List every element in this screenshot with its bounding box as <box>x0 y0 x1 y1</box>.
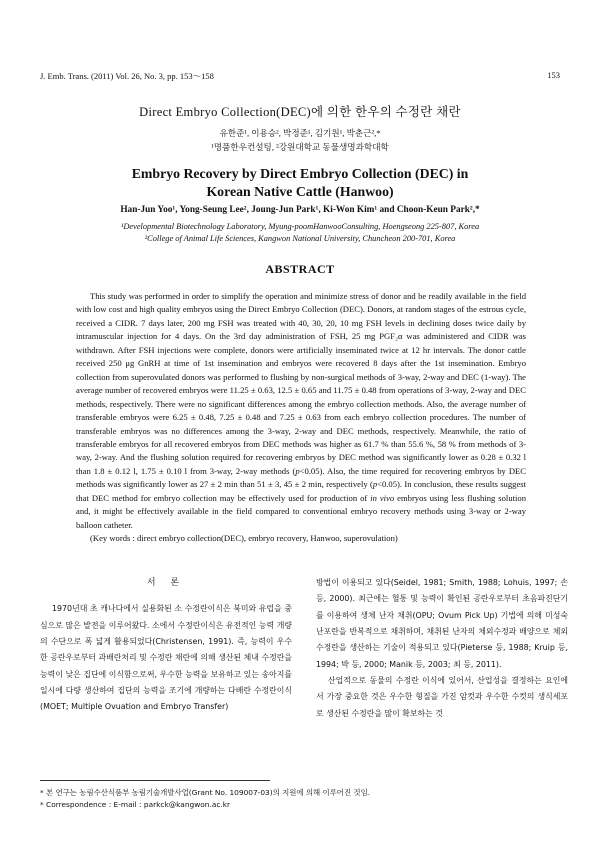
journal-citation: J. Emb. Trans. (2011) Vol. 26, No. 3, pp. 153～158 <box>40 71 214 81</box>
abstract-heading: ABSTRACT <box>265 262 335 276</box>
funding-footnote: * 본 연구는 농림수산식품부 농림기술개발사업(Grant No. 109007-03)의 지원에 의해 이루어진 것임. <box>40 788 371 797</box>
intro-paragraph-1-continued: 방법이 이용되고 있다(Seidel, 1981; Smith, 1988; Lohuis, 1997; 손 등, 2000). 최근에는 혈통 및 능력이 확인된 공란우로부터 초음파진단기를 이용하여 생체 난자 채취(OPU; Ovum Pick Up) 기법에 의해 미성숙 난포란을 반복적으로 채취하며, 채취된 난자의 체외수정과 배양으로 체외수정란을 생산하는 기술이 적용되고 있다(Pieterse 등, 1988; Kruip 등, 1994; 박 등, 2000; Manik 등, 2003; 최 등, 2011). <box>316 578 568 669</box>
abstract-in-vivo: in vivo <box>370 492 395 503</box>
correspondence-footnote: * Correspondence : E-mail : parkck@kangwon.ac.kr <box>40 800 231 809</box>
english-affiliations <box>0 221 600 245</box>
abstract-body <box>76 290 526 546</box>
abstract-text-3: <0.05). In conclusion, these results suggest that DEC method for embryo collection may be effectively used for production of <box>76 479 526 503</box>
abstract-text-2: <0.05). Also, the time required for recovering embryos by DEC methods was significantly lower as 27 ± 2 min than 51 ± 3, 45 ± 2 min, respectively ( <box>76 465 527 490</box>
keywords: (Key words : direct embryo collection(DEC), embryo recovery, Hanwoo, superovulation) <box>90 533 398 544</box>
introduction-heading: 서 론 <box>146 578 186 588</box>
running-head <box>40 70 560 84</box>
abstract-paragraph <box>76 290 526 532</box>
english-title-line-1: Embryo Recovery by Direct Embryo Collection (DEC) in <box>131 166 469 181</box>
intro-paragraph-1: 1970년대 초 캐나다에서 실용화된 소 수정란이식은 북미와 유럽을 중심으로 많은 발전을 이루어왔다. 소에서 수정란이식은 유전적인 능력 개량의 수단으로 폭 넓게 활용되었다(Christensen, 1991). 즉, 능력이 우수한 공란우로부터 과배란처리 및 수정란 채란에 의해 생산된 체내 수정란을 능력이 낮은 집단에 이식함으로써, 우수한 능력을 보유하고 있는 송아지를 일시에 다량 생산하여 집단의 능력을 조기에 개량하는 다배란 수정란이식(MOET; Multiple Ovuation and Embryo Transfer) <box>40 604 292 712</box>
abstract-text-4: embryos using less flushing solution and, it might be effectively available in the field compared to conventional embryo recovery methods using 3-way or 2-way balloon catheter. <box>76 492 526 530</box>
footnote-divider <box>40 780 270 781</box>
page-number: 153 <box>547 70 560 80</box>
abstract-text-1: This study was performed in order to simplify the operation and minimize stress of donor and be readily available in the field with low cost and high quality embryos using the Direct Embryo Collection (DEC). Donors, at random stages of the estrous cycle, received a CIDR. 7 days later, 200 mg FSH was treated with 40, 30, 20, 10 mg FSH levels in declining doses twice daily by intramuscular injection for 4 days. On the 3rd day administration of FSH, 25 mg PGF₂α was administered and CIDR was withdrawn. After FSH injections were complete, donors were artificially inseminated twice at 12 hr intervals. The donor cattle received 250 μg GnRH at time of 1st insemination and embryos were recovered 8 days after the 1st insemination. Embryo collection from superovulated donors was performed to flushing by non-surgical methods of 3-way, 2-way and DEC (1-way). The average number of recovered embryos were 11.25 ± 0.63, 12.5 ± 0.65 and 11.75 ± 0.48 from operations of 3-way, 2-way and DEC methods, respectively. There were no significant differences among the embryo collection methods. Also, the average number of transferable embryos were 6.25 ± 0.48, 7.25 ± 0.48 and 7.25 ± 0.63 from each embryo collection procedures. The number of transferable embryos was no differences among the 3-way, 2-way and DEC methods, respectively. Meanwhile, the ratio of transferable embryos for all recovered embryos from DEC methods was higher as 61.7 % than 55.6 %, 58 % from methods of 3-way, 2-way. And the flushing solution required for recovering embryos by DEC method was significantly lower as 0.28 ± 0.32 l than 1.8 ± 0.12 l, 1.75 ± 0.10 l from 3-way, 2-way methods ( <box>76 291 526 476</box>
korean-affiliations: ¹명품한우컨설팅, ²강원대학교 동물생명과학대학 <box>211 142 389 152</box>
korean-title: Direct Embryo Collection(DEC)에 의한 한우의 수정란 채란 <box>139 105 461 119</box>
english-title <box>0 165 600 201</box>
english-authors: Han-Jun Yoo¹, Yong-Seung Lee², Joung-Jun Park¹, Ki-Won Kim¹ and Choon-Keun Park²,* <box>120 205 480 215</box>
intro-right-column <box>316 575 568 722</box>
affiliation-2: ²College of Animal Life Sciences, Kangwon National University, Chuncheon 200-701, Korea <box>144 234 456 243</box>
footnotes <box>40 787 560 811</box>
intro-left-column <box>40 575 292 716</box>
intro-paragraph-2: 산업적으로 동물의 수정란 이식에 있어서, 산업성을 결정하는 요인에서 가장 중요한 것은 우수한 형질을 가진 암컷과 우수한 수컷의 생식세포로 생산된 수정란을 많이 확보하는 것 <box>316 676 568 718</box>
affiliation-1: ¹Developmental Biotechnology Laboratory, Myung-poomHanwooConsulting, Hoengseong 225-807, Korea <box>120 222 480 231</box>
english-title-line-2: Korean Native Cattle (Hanwoo) <box>206 184 394 199</box>
abstract-p-italic-2: p <box>372 479 378 490</box>
korean-authors: 유한준¹, 이용승², 박정준¹, 김기원¹, 박춘근²,* <box>219 128 381 138</box>
abstract-p-italic-1: p <box>295 465 300 476</box>
